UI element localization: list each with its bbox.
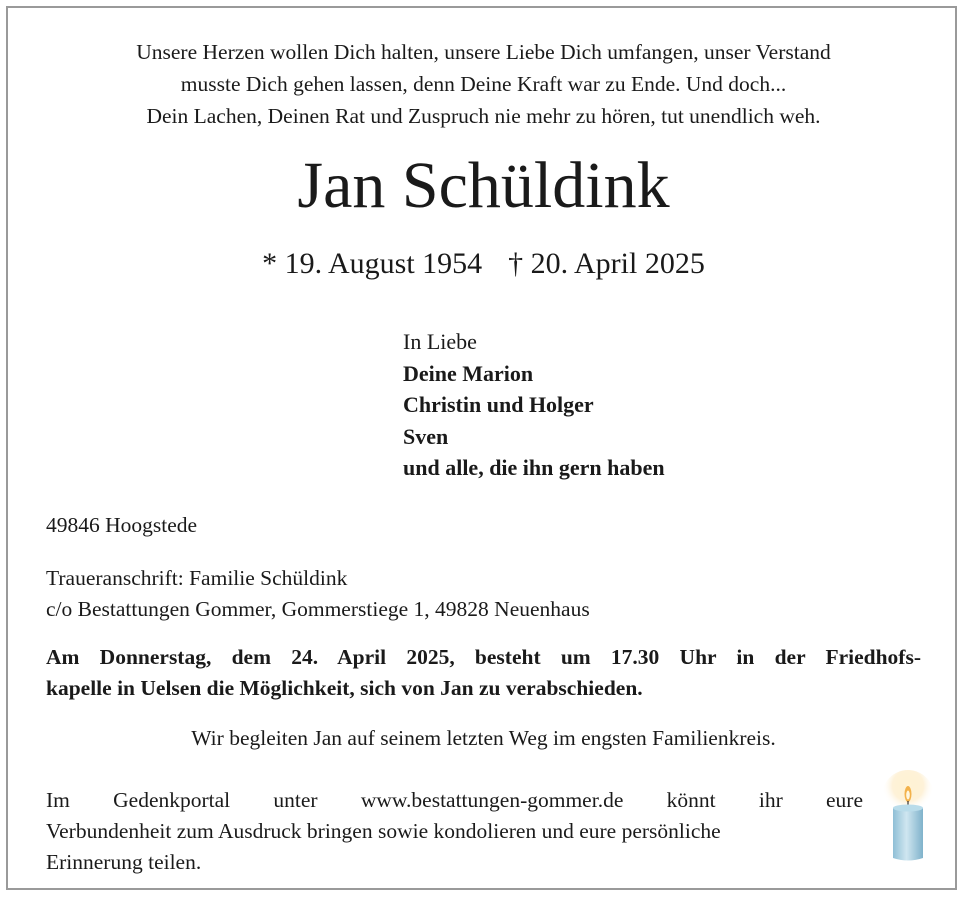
address-line: Traueranschrift: Familie Schüldink bbox=[46, 566, 348, 590]
family-member: Sven bbox=[403, 423, 449, 449]
mourning-address bbox=[46, 563, 921, 625]
candle-icon bbox=[880, 770, 936, 866]
announcement-line: Am Donnerstag, dem 24. April 2025, besteht um 17.30 Uhr in der Friedhofs- bbox=[46, 645, 921, 669]
portal-line: Erinnerung teilen. bbox=[46, 850, 202, 874]
farewell-announcement bbox=[46, 642, 921, 704]
portal-line: Im Gedenkportal unter www.bestattungen-gommer.de könnt ihr eure bbox=[46, 788, 863, 812]
birth-date: * 19. August 1954 bbox=[262, 247, 483, 280]
quote-line: Dein Lachen, Deinen Rat und Zuspruch nie mehr zu hören, tut unendlich weh. bbox=[146, 104, 821, 128]
family-member: Deine Marion bbox=[403, 360, 534, 386]
location-line: 49846 Hoogstede bbox=[46, 513, 198, 537]
family-intro: In Liebe bbox=[403, 329, 477, 354]
quote-line: musste Dich gehen lassen, denn Deine Kraft war zu Ende. Und doch... bbox=[180, 72, 787, 96]
memorial-portal-text bbox=[46, 785, 863, 878]
life-dates bbox=[0, 244, 967, 284]
address-line: c/o Bestattungen Gommer, Gommerstiege 1, 49828 Neuenhaus bbox=[46, 597, 590, 621]
announcement-line: kapelle in Uelsen die Möglichkeit, sich von Jan zu verabschieden. bbox=[46, 676, 643, 700]
family-signature bbox=[403, 326, 665, 484]
memorial-quote bbox=[0, 36, 967, 132]
family-member: und alle, die ihn gern haben bbox=[403, 455, 665, 480]
death-date: † 20. April 2025 bbox=[508, 247, 705, 280]
deceased-name: Jan Schüldink bbox=[297, 149, 670, 222]
family-member: Christin und Holger bbox=[403, 392, 594, 417]
quote-line: Unsere Herzen wollen Dich halten, unsere Liebe Dich umfangen, unser Verstand bbox=[136, 40, 831, 64]
portal-line: Verbundenheit zum Ausdruck bringen sowie kondolieren und eure persönliche bbox=[46, 819, 721, 843]
family-circle-note: Wir begleiten Jan auf seinem letzten Weg im engsten Familienkreis. bbox=[191, 726, 776, 750]
